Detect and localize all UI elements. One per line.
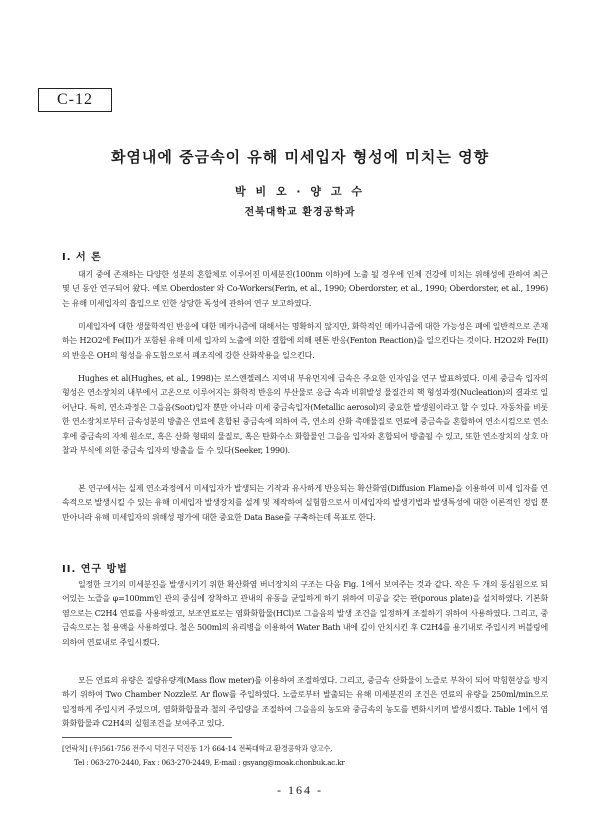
footnote-contact-address: [연락처] (우)561-756 전주시 덕진구 덕진동 1가 664-14 전북대학교 환경공학과 양고수, xyxy=(62,744,333,753)
paragraph: 미세입자에 대한 생물학적인 반응에 대한 메카니즘에 대해서는 명확하지 않지만, 화학적인 메카니즘에 대한 가능성은 폐에 일반적으로 존재하는 H2O2에 Fe(II)가 포함된 유해 미세 입자의 노출에 의한 결합에 의해 펜톤 반응(Fenton Reaction)을 일으킨다는 것이다. H2O2와 Fe(II)의 반응은 OH의 형성을 유도함으로서 폐조직에 강한 산화작용을 일으킨다. xyxy=(62,322,548,360)
paragraph: 대기 중에 존재하는 다양한 성분의 혼합체로 이루어진 미세분진(100nm 이하)에 노출 될 경우에 인체 건강에 미치는 위해성에 관하여 최근 몇 년 동안 연구되어 왔다. 예로 Oberdoster 와 Co-Workers(Ferin, et al., 1990; Oberdorster, et al., 1990; Oberdorster, et al., 1996)는 유해 미세입자의 흡입으로 인한 상당한 독성에 관하여 연구 보고하였다. xyxy=(62,270,548,308)
section-heading-methods: II. 연구 방법 xyxy=(62,564,128,575)
paragraph: Hughes et al(Hughes, et al., 1998)는 로스엔젤레스 지역내 부유먼지에 금속은 주요한 인자임을 연구 발표하였다. 미세 중금속 입자의 형성은 연소장치의 내부에서 고온으로 이루어지는 화학적 반응의 부산물로 응급 속과 비휘발성 물질간의 핵 형성과정(Nucleation)의 결과로 일어난다. 특히, 연소과정은 그을음(Soot)입자 뿐만 아니라 미세 중금속입자(Metallic aerosol)의 중요한 발생원이라고 할 수 있다. 자동차를 비롯한 연소장치로부터 금속성분의 방출은 연료에 혼합된 중금속에 의하여 즉, 연소의 산화 촉매물질로 연료에 중금속을 혼합하여 연소시킴으로 연소 후에 중금속의 자체 원소로, 혹은 산화 형태의 물질로, 혹은 탄화수소 화합물인 그을음 입자와 혼합되어 방출될 수 있고, 또한 연소장치의 상호 마찰과 부식에 의한 중금속 입자의 방출을 들 수 있다(Seeker, 1990). xyxy=(62,374,548,456)
session-code-box: C-12 xyxy=(38,88,112,112)
section-heading-introduction: I. 서 론 xyxy=(62,252,102,263)
page-number: - 164 - xyxy=(277,783,323,797)
paper-affiliation: 전북대학교 환경공학과 xyxy=(244,207,356,218)
paragraph: 모든 연료의 유량은 질량유량계(Mass flow meter)를 이용하여 조절하였다. 그리고, 중금속 산화물이 노즐로 부착이 되어 막힘현상을 방지하기 위하여 Two Chamber Nozzle로 Ar flow를 주입하였다. 노즐로부터 발출되는 유해 미세분진의 조건은 연료의 유량을 250ml/min으로 일정하게 주입시켜 주었으며, 염화화합물과 철의 주입량을 조절하여 그을음의 농도와 중금속의 농도를 변화시키며 발생시켰다. Table 1에서 염화화합물과 C2H4의 실험조건을 보여주고 있다. xyxy=(62,676,548,729)
paper-authors: 박 비 오 · 양 고 수 xyxy=(235,185,365,198)
footnote-contact-phone-email: Tel : 063-270-2440, Fax : 063-270-2449, E-mail : gsyang@moak.chonbuk.ac.kr xyxy=(74,758,345,767)
paragraph: 일정한 크기의 미세분진을 발생시키기 위한 확산화염 버너장치의 구조는 다음 Fig. 1에서 보여주는 것과 같다. 작은 두 개의 동심원으로 되어있는 노즐을 φ=100mm인 관의 중심에 장착하고 관내의 유동을 균일하게 하기 위하여 미공을 갖는 판(porous plate)을 설치하였다. 기본화염으로는 C2H4 연료를 사용하였고, 보조연료로는 염화화합물(HCl)로 그을음의 발생 조건을 일정하게 조절하기 위하여 사용하였다. 그리고, 중금속으로는 철 용액을 사용하였다. 철은 500ml의 유리병을 이용하여 Water Bath 내에 깊이 안치시킨 후 C2H4를 용기내로 주입시켜 버블링에 의하여 연료내로 주입시켰다. xyxy=(62,580,548,647)
footnote-divider xyxy=(62,737,232,738)
paragraph: 본 연구에서는 실제 연소과정에서 미세입자가 발생되는 기작과 유사하게 반응되는 확산화염(Diffusion Flame)을 이용하여 미세 입자를 연속적으로 발생시킬 수 있는 유해 미세입자 발생장치를 설계 및 제작하여 실험함으로서 미세입자의 발생기법과 발생특성에 대한 이론적인 정립 뿐만아니라 유해 미세입자의 위해성 평가에 대한 중요한 Data Base를 구축하는데 목표로 한다. xyxy=(62,484,548,522)
paper-title: 화염내에 중금속이 유해 미세입자 형성에 미치는 영향 xyxy=(110,148,490,166)
